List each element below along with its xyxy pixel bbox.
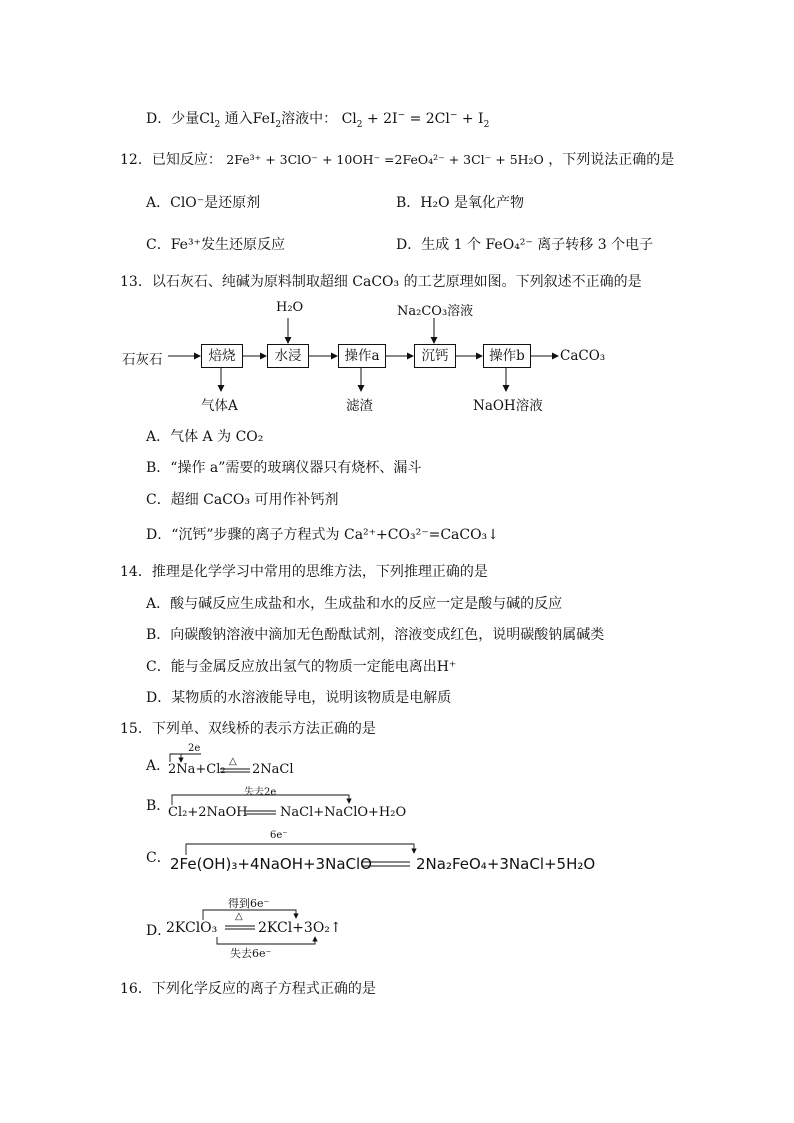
q15-a-product: 2NaCl: [252, 762, 294, 777]
q13-flow-start: 石灰石: [122, 352, 163, 368]
q13-stem: 13．以石灰石、纯碱为原料制取超细 CaCO₃ 的工艺原理如图。下列叙述不正确的是: [120, 274, 642, 290]
q15-a-electron: 2e: [188, 743, 201, 754]
q13-box-precip: 沉钙: [414, 344, 456, 368]
q14-option-b[interactable]: B．向碳酸钠溶液中滴加无色酚酞试剂，溶液变成红色，说明碳酸钠属碱类: [146, 627, 605, 643]
q13-option-b[interactable]: B．“操作 a”需要的玻璃仪器只有烧杯、漏斗: [146, 460, 422, 476]
q15-stem: 15．下列单、双线桥的表示方法正确的是: [120, 721, 376, 737]
q15-d-electron-bottom: 失去6e⁻: [230, 947, 272, 960]
q13-flow-gas: 气体A: [201, 398, 238, 414]
q15-option-a-label[interactable]: A．: [146, 758, 171, 774]
q11-optd-eq3: = 2Cl: [405, 111, 450, 127]
q11-optd-eq4: + I: [457, 111, 484, 127]
q11-optd-label: D．少量: [146, 111, 200, 127]
q14-option-d[interactable]: D．某物质的水溶液能导电，说明该物质是电解质: [146, 690, 452, 706]
q13-flow-end: CaCO₃: [560, 348, 606, 364]
q12-option-c[interactable]: C．Fe³⁺发生还原反应: [146, 237, 285, 253]
q11-optd-cl: Cl: [199, 111, 215, 127]
q13-flow-residue: 滤渣: [346, 398, 373, 414]
q14-stem: 14．推理是化学学习中常用的思维方法，下列推理正确的是: [120, 564, 488, 580]
q12-stem-b: ，下列说法正确的是: [548, 152, 675, 168]
q15-c-product: 2Na₂FeO₄+3NaCl+5H₂O: [416, 855, 596, 873]
q13-flow-input-na2co3: Na₂CO₃溶液: [397, 304, 474, 319]
q12-option-a[interactable]: A．ClO⁻是还原剂: [146, 195, 261, 211]
q13-box-leach: 水浸: [267, 344, 309, 368]
q15-c-electron: 6e⁻: [270, 830, 288, 841]
q13-option-d[interactable]: D．“沉钙”步骤的离子方程式为 Ca²⁺+CO₃²⁻=CaCO₃↓: [146, 527, 499, 543]
q12-option-d[interactable]: D．生成 1 个 FeO₄²⁻ 离子转移 3 个电子: [396, 237, 654, 253]
q13-option-a[interactable]: A．气体 A 为 CO₂: [146, 429, 264, 445]
q11-optd-mid: 通入: [224, 111, 253, 127]
q15-a-condition: △: [229, 756, 237, 767]
q15-option-c-label[interactable]: C．: [146, 850, 171, 866]
q15-d-product: 2KCl+3O₂↑: [258, 920, 342, 936]
q13-flow-naoh: NaOH溶液: [473, 398, 543, 414]
q14-option-a[interactable]: A．酸与碱反应生成盐和水，生成盐和水的反应一定是酸与碱的反应: [146, 596, 563, 612]
q15-b-electron: 失去2e: [244, 787, 277, 798]
q12-stem-eq: 2Fe³⁺ + 3ClO⁻ + 10OH⁻ =2FeO₄²⁻ + 3Cl⁻ + 5H₂O: [226, 152, 544, 167]
q13-flow-input-water: H₂O: [276, 300, 304, 315]
q11-optd-eq1: Cl: [341, 111, 357, 127]
q15-d-electron-top: 得到6e⁻: [228, 897, 270, 910]
q12-stem-a: 12．已知反应：: [120, 152, 222, 168]
q13-box-op-b: 操作b: [483, 344, 531, 368]
q12-stem: [120, 149, 674, 169]
q14-option-c[interactable]: C．能与金属反应放出氢气的物质一定能电离出H⁺: [146, 659, 457, 675]
q11-optd-tail: 溶液中：: [281, 111, 338, 127]
q11-optd-eq2: + 2I: [362, 111, 398, 127]
q15-b-product: NaCl+NaClO+H₂O: [280, 805, 407, 820]
q12-option-b[interactable]: B．H₂O 是氧化产物: [396, 195, 525, 211]
q13-box-op-a: 操作a: [338, 344, 386, 368]
q13-box-roast: 焙烧: [201, 344, 243, 368]
q11-option-d: D．少量$Cl_2$ 通入FeI$_2$溶液中： $Cl_2 + 2I^- = 2Cl^- + I_2$: [146, 110, 490, 130]
q15-option-b-label[interactable]: B．: [146, 798, 171, 814]
q11-optd-fe: FeI: [252, 111, 276, 127]
q15-a-reactants: 2Na+Cl₂: [168, 762, 226, 777]
q13-option-c[interactable]: C．超细 CaCO₃ 可用作补钙剂: [146, 492, 339, 508]
q15-d-reactant: 2KClO₃: [166, 920, 218, 936]
q15-b-reactants: Cl₂+2NaOH: [168, 805, 248, 820]
q16-stem: 16．下列化学反应的离子方程式正确的是: [120, 981, 376, 997]
q15-d-condition: △: [235, 911, 243, 922]
q15-c-reactants: 2Fe(OH)₃+4NaOH+3NaClO: [170, 855, 372, 873]
q15-option-d-label[interactable]: D．: [146, 923, 172, 939]
